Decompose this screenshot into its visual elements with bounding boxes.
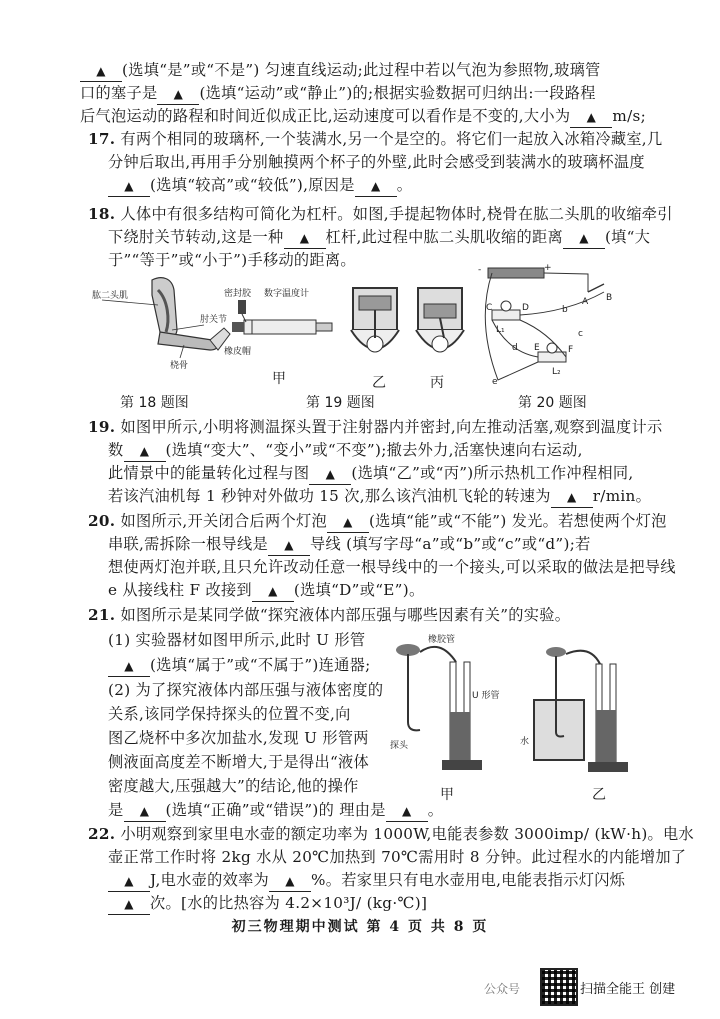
label-e: e bbox=[492, 377, 498, 387]
line-text: 如图所示是某同学做“探究液体内部压强与哪些因素有关”的实验。 bbox=[120, 606, 571, 624]
text-line-q21g bbox=[108, 752, 369, 772]
line-text: 如图所示,开关闭合后两个灯泡 bbox=[120, 512, 327, 530]
caption-fig20: 第 20 题图 bbox=[518, 395, 587, 411]
line-text: 分钟后取出,再用手分别触摸两个杯子的外壁,此时会感受到装满水的玻璃杯温度 bbox=[108, 153, 645, 171]
figure-19-engine-yi bbox=[345, 286, 405, 366]
qr-code-icon bbox=[540, 968, 578, 1006]
line-text: m/s; bbox=[612, 107, 647, 125]
figure-19-syringe bbox=[224, 282, 334, 362]
answer-blank[interactable]: ▲ bbox=[252, 581, 294, 602]
line-text: r/min。 bbox=[592, 487, 652, 505]
line-text: J,电水壶的效率为 bbox=[150, 871, 270, 889]
label-rubber-cap: 橡皮帽 bbox=[224, 347, 252, 357]
label-rubber-tube: 橡胶管 bbox=[428, 635, 456, 645]
line-text: 是 bbox=[108, 801, 124, 819]
label-L1: L₁ bbox=[496, 325, 505, 335]
caption-fig21-jia: 甲 bbox=[440, 787, 454, 803]
answer-blank[interactable]: ▲ bbox=[268, 535, 310, 556]
question-number: 20. bbox=[88, 512, 116, 530]
answer-blank[interactable]: ▲ bbox=[108, 656, 150, 677]
line-text: 于”“等于”或“小于”)手移动的距离。 bbox=[108, 251, 356, 269]
label-D: D bbox=[522, 303, 529, 313]
text-line-q17a bbox=[88, 129, 662, 149]
text-line-l1 bbox=[80, 60, 601, 82]
answer-blank[interactable]: ▲ bbox=[570, 107, 612, 128]
answer-blank[interactable]: ▲ bbox=[309, 464, 351, 485]
label-muscle: 肱二头肌 bbox=[92, 291, 129, 301]
answer-blank[interactable]: ▲ bbox=[124, 801, 166, 822]
answer-blank[interactable]: ▲ bbox=[327, 512, 369, 533]
line-text: (2) 为了探究液体内部压强与液体密度的 bbox=[108, 681, 384, 699]
text-line-q22d bbox=[108, 893, 427, 915]
caption-yi: 乙 bbox=[372, 375, 386, 391]
label-water: 水 bbox=[520, 737, 530, 747]
line-text: 。 bbox=[427, 801, 444, 819]
line-text: 有两个相同的玻璃杯,一个装满水,另一个是空的。将它们一起放入冰箱冷藏室,几 bbox=[120, 130, 663, 148]
line-text: (选填“变大”、“变小”或“不变”);撤去外力,活塞快速向右运动, bbox=[165, 441, 583, 459]
text-line-q17b bbox=[108, 152, 645, 172]
figure-19-engine-bing bbox=[410, 286, 470, 366]
answer-blank[interactable]: ▲ bbox=[108, 871, 150, 892]
line-text: 杠杆,此过程中肱二头肌收缩的距离 bbox=[325, 228, 563, 246]
answer-blank[interactable]: ▲ bbox=[551, 487, 593, 508]
line-text: 人体中有很多结构可简化为杠杆。如图,手提起物体时,桡骨在肱二头肌的收缩牵引 bbox=[120, 205, 673, 223]
figure-18-arm-lever bbox=[92, 270, 242, 370]
line-text: 次。[水的比热容为 4.2×10³J/ (kg·℃)] bbox=[150, 894, 428, 912]
line-text: 后气泡运动的路程和时间近似成正比,运动速度可以看作是不变的,大小为 bbox=[80, 107, 571, 125]
answer-blank[interactable]: ▲ bbox=[563, 228, 605, 249]
line-text: 如图甲所示,小明将测温探头置于注射器内并密封,向左推动活塞,观察到温度计示 bbox=[120, 418, 663, 436]
line-text: 数 bbox=[108, 441, 124, 459]
label-C: C bbox=[486, 303, 493, 313]
caption-fig19: 第 19 题图 bbox=[306, 395, 375, 411]
line-text: (选填“是”或“不是”) 匀速直线运动;此过程中若以气泡为参照物,玻璃管 bbox=[122, 61, 601, 79]
question-number: 18. bbox=[88, 205, 116, 223]
figure-21-u-tube-yi bbox=[520, 640, 640, 780]
text-line-q22a bbox=[88, 824, 694, 844]
label-E: E bbox=[534, 343, 540, 353]
line-text: (选填“较高”或“较低”),原因是 bbox=[150, 176, 355, 194]
label-seal: 密封胶 bbox=[224, 289, 252, 299]
line-text: e 从接线柱 F 改接到 bbox=[108, 581, 252, 599]
line-text: (选填“D”或“E”)。 bbox=[293, 581, 425, 599]
label-plus: + bbox=[544, 263, 552, 273]
caption-bing: 丙 bbox=[430, 375, 444, 391]
text-line-q21b bbox=[108, 630, 365, 650]
line-text: 图乙烧杯中多次加盐水,发现 U 形管两 bbox=[108, 729, 369, 747]
text-line-q20a bbox=[88, 511, 667, 533]
question-number: 22. bbox=[88, 825, 116, 843]
line-text: 小明观察到家里电水壶的额定功率为 1000W,电能表参数 3000imp/ (kW·h)。电水 bbox=[120, 825, 695, 843]
label-u-tube: U 形管 bbox=[472, 691, 500, 701]
line-text: 串联,需拆除一根导线是 bbox=[108, 535, 269, 553]
question-number: 19. bbox=[88, 418, 116, 436]
answer-blank[interactable]: ▲ bbox=[355, 176, 397, 197]
line-text: (填“大 bbox=[604, 228, 651, 246]
label-minus: - bbox=[478, 265, 482, 275]
text-line-q20d bbox=[108, 580, 424, 602]
forearm-shape bbox=[158, 332, 218, 350]
scanner-watermark: 扫描全能王 创建 bbox=[580, 982, 676, 997]
line-text: 导线 (填写字母“a”或“b”或“c”或“d”);若 bbox=[310, 535, 591, 553]
line-text: 口的塞子是 bbox=[80, 84, 158, 102]
line-text: (1) 实验器材如图甲所示,此时 U 形管 bbox=[108, 631, 366, 649]
label-c: c bbox=[578, 329, 583, 339]
label-L2: L₂ bbox=[552, 367, 561, 377]
text-line-q21c bbox=[108, 655, 371, 677]
answer-blank[interactable]: ▲ bbox=[80, 61, 122, 82]
label-F: F bbox=[568, 345, 574, 355]
text-line-q21h bbox=[108, 776, 359, 796]
answer-blank[interactable]: ▲ bbox=[108, 894, 150, 915]
text-line-q18b bbox=[108, 227, 650, 249]
text-line-q17c bbox=[108, 175, 412, 197]
line-text: (选填“乙”或“丙”)所示热机工作冲程相同, bbox=[351, 464, 634, 482]
text-line-q19c bbox=[108, 463, 634, 485]
caption-jia: 甲 bbox=[272, 371, 286, 387]
answer-blank[interactable]: ▲ bbox=[124, 441, 166, 462]
line-text: 密度越大,压强越大”的结论,他的操作 bbox=[108, 777, 359, 795]
answer-blank[interactable]: ▲ bbox=[284, 228, 326, 249]
answer-blank[interactable]: ▲ bbox=[157, 84, 199, 105]
label-probe: 探头 bbox=[390, 741, 409, 751]
text-line-q18a bbox=[88, 204, 673, 224]
line-text: 关系,该同学保持探头的位置不变,向 bbox=[108, 705, 351, 723]
text-line-q20c bbox=[108, 557, 676, 577]
text-line-q21f bbox=[108, 728, 369, 748]
answer-blank[interactable]: ▲ bbox=[108, 176, 150, 197]
line-text: 想使两灯泡并联,且只允许改动任意一根导线中的一个接头,可以采取的做法是把导线 bbox=[108, 558, 676, 576]
line-text: (选填“属于”或“不属于”)连通器; bbox=[150, 656, 371, 674]
line-text: (选填“能”或“不能”) 发光。若想使两个灯泡 bbox=[368, 512, 667, 530]
caption-fig18: 第 18 题图 bbox=[120, 395, 189, 411]
answer-blank[interactable]: ▲ bbox=[386, 801, 428, 822]
line-text: 。 bbox=[396, 176, 413, 194]
label-elbow-joint: 肘关节 bbox=[200, 315, 228, 325]
label-b: b bbox=[562, 305, 568, 315]
line-text: 壶正常工作时将 2kg 水从 20℃加热到 70℃需用时 8 分钟。此过程水的内能增加了 bbox=[108, 848, 687, 866]
text-line-l2 bbox=[80, 83, 596, 105]
text-line-q19b bbox=[108, 440, 583, 462]
label-d: d bbox=[512, 343, 518, 353]
text-line-q19d bbox=[108, 486, 651, 508]
question-number: 21. bbox=[88, 606, 116, 624]
text-line-q22b bbox=[108, 847, 686, 867]
text-line-q22c bbox=[108, 870, 625, 892]
line-text: (选填“运动”或“静止”)的;根据实验数据可归纳出:一段路程 bbox=[199, 84, 596, 102]
label-radius-bone: 桡骨 bbox=[170, 361, 189, 370]
label-thermometer: 数字温度计 bbox=[264, 289, 310, 299]
answer-blank[interactable]: ▲ bbox=[269, 871, 311, 892]
line-text: 下绕肘关节转动,这是一种 bbox=[108, 228, 284, 246]
text-line-q21a bbox=[88, 605, 570, 625]
label-B: B bbox=[606, 293, 613, 303]
line-text: 此情景中的能量转化过程与图 bbox=[108, 464, 310, 482]
line-text: %。若家里只有电水壶用电,电能表指示灯闪烁 bbox=[311, 871, 626, 889]
text-line-q18c bbox=[108, 250, 356, 270]
line-text: 侧液面高度差不断增大,于是得出“液体 bbox=[108, 753, 369, 771]
text-line-l3 bbox=[80, 106, 646, 128]
wechat-watermark: 公众号 bbox=[484, 982, 521, 996]
text-line-q21e bbox=[108, 704, 351, 724]
text-line-q20b bbox=[108, 534, 591, 556]
text-line-q21i bbox=[108, 800, 443, 822]
line-text: 若该汽油机每 1 秒钟对外做功 15 次,那么该汽油机飞轮的转速为 bbox=[108, 487, 551, 505]
figure-21-u-tube-jia bbox=[380, 632, 500, 782]
line-text: (选填“正确”或“错误”)的 理由是 bbox=[165, 801, 386, 819]
text-line-q21d bbox=[108, 680, 383, 700]
caption-fig21-yi: 乙 bbox=[592, 787, 606, 803]
text-line-q19a bbox=[88, 417, 662, 437]
question-number: 17. bbox=[88, 130, 116, 148]
figure-20-circuit bbox=[478, 262, 618, 387]
page-footer: 初三物理期中测试 第 4 页 共 8 页 bbox=[231, 919, 489, 935]
label-A: A bbox=[582, 297, 589, 307]
